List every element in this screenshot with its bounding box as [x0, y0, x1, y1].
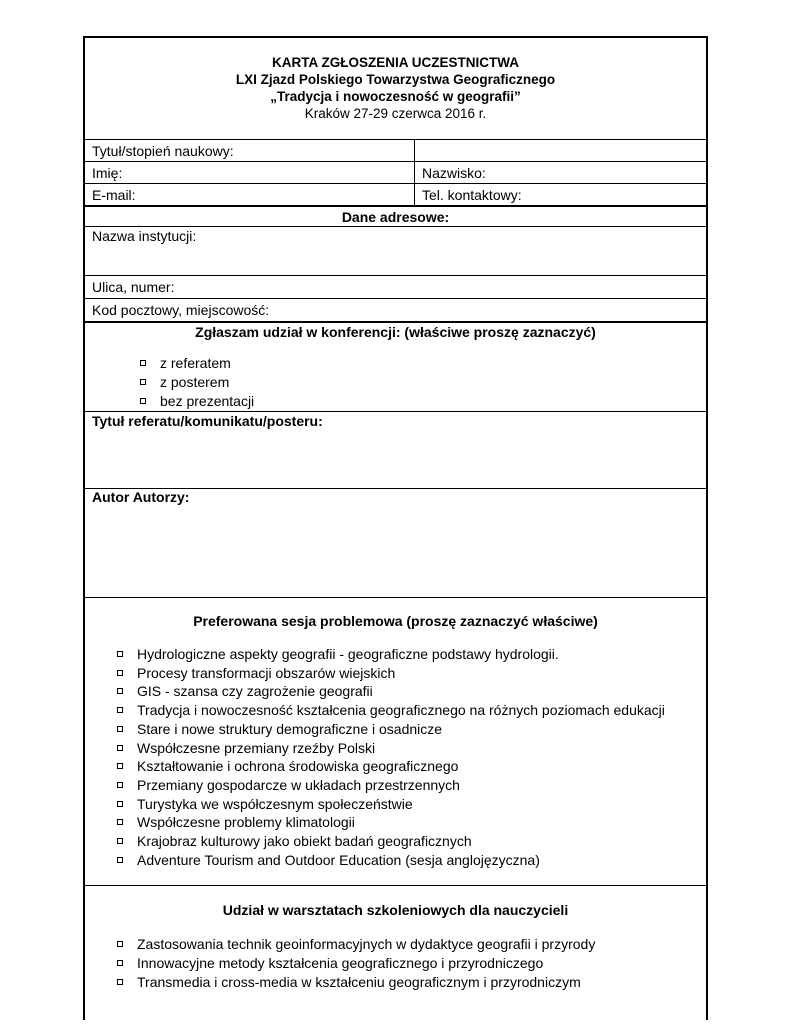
title-degree-label: Tytuł/stopień naukowy: — [92, 143, 234, 159]
divider — [85, 205, 706, 207]
divider — [85, 161, 706, 162]
checkbox-icon[interactable] — [117, 707, 123, 713]
session-option[interactable]: GIS - szansa czy zagrożenie geografii — [117, 683, 373, 700]
divider — [85, 597, 706, 598]
session-option[interactable]: Krajobraz kulturowy jako obiekt badań geograficznych — [117, 833, 472, 850]
sessions-heading: Preferowana sesja problemowa (proszę zaznaczyć właściwe) — [193, 613, 598, 629]
divider — [85, 226, 706, 227]
divider — [85, 183, 706, 184]
divider — [85, 885, 706, 886]
participation-heading: Zgłaszam udział w konferencji: (właściwe proszę zaznaczyć) — [195, 324, 596, 340]
checkbox-icon[interactable] — [117, 960, 123, 966]
session-option[interactable]: Adventure Tourism and Outdoor Education (sesja anglojęzyczna) — [117, 852, 540, 869]
postal-city-label: Kod pocztowy, miejscowość: — [92, 302, 270, 318]
institution-label: Nazwa instytucji: — [92, 228, 197, 244]
workshop-option[interactable]: Innowacyjne metody kształcenia geograficznego i przyrodniczego — [117, 955, 543, 972]
form-title: KARTA ZGŁOSZENIA UCZESTNICTWA — [272, 55, 519, 70]
session-option[interactable]: Procesy transformacji obszarów wiejskich — [117, 665, 395, 682]
participation-option-poster[interactable]: z posterem — [140, 374, 229, 391]
divider — [85, 411, 706, 412]
street-label: Ulica, numer: — [92, 279, 175, 295]
address-heading: Dane adresowe: — [341, 209, 450, 225]
checkbox-icon[interactable] — [117, 726, 123, 732]
checkbox-icon[interactable] — [140, 398, 146, 404]
authors-label: Autor Autorzy: — [92, 489, 190, 505]
checkbox-icon[interactable] — [140, 360, 146, 366]
form-header — [85, 54, 706, 122]
session-option[interactable]: Stare i nowe struktury demograficzne i osadnicze — [117, 721, 442, 738]
first-name-label: Imię: — [92, 165, 123, 181]
session-option[interactable]: Tradycja i nowoczesność kształcenia geograficznego na różnych poziomach edukacji — [117, 702, 665, 719]
event-motto: „Tradycja i nowoczesność w geografii” — [270, 89, 521, 104]
checkbox-icon[interactable] — [117, 782, 123, 788]
event-name: LXI Zjazd Polskiego Towarzystwa Geograficznego — [235, 72, 556, 87]
event-date-place: Kraków 27-29 czerwca 2016 r. — [304, 106, 487, 121]
column-divider — [414, 139, 415, 205]
email-label: E-mail: — [92, 187, 136, 203]
workshop-option[interactable]: Zastosowania technik geoinformacyjnych w dydaktyce geografii i przyrody — [117, 936, 595, 953]
checkbox-icon[interactable] — [117, 763, 123, 769]
checkbox-icon[interactable] — [117, 819, 123, 825]
divider — [85, 298, 706, 299]
checkbox-icon[interactable] — [117, 651, 123, 657]
session-option[interactable]: Turystyka we współczesnym społeczeństwie — [117, 796, 413, 813]
session-option[interactable]: Współczesne problemy klimatologii — [117, 814, 355, 831]
application-form — [83, 36, 708, 1020]
last-name-label: Nazwisko: — [422, 165, 486, 181]
checkbox-icon[interactable] — [117, 838, 123, 844]
divider — [85, 275, 706, 276]
session-option[interactable]: Przemiany gospodarcze w układach przestrzennych — [117, 777, 460, 794]
workshop-option[interactable]: Transmedia i cross-media w kształceniu geograficznym i przyrodniczym — [117, 974, 581, 991]
checkbox-icon[interactable] — [117, 941, 123, 947]
divider — [85, 321, 706, 323]
checkbox-icon[interactable] — [117, 979, 123, 985]
participation-option-no-presentation[interactable]: bez prezentacji — [140, 393, 254, 410]
checkbox-icon[interactable] — [140, 379, 146, 385]
checkbox-icon[interactable] — [117, 745, 123, 751]
checkbox-icon[interactable] — [117, 857, 123, 863]
session-option[interactable]: Hydrologiczne aspekty geografii - geograficzne podstawy hydrologii. — [117, 646, 559, 663]
workshops-heading: Udział w warsztatach szkoleniowych dla nauczycieli — [222, 902, 569, 918]
session-option[interactable]: Kształtowanie i ochrona środowiska geograficznego — [117, 758, 458, 775]
checkbox-icon[interactable] — [117, 688, 123, 694]
session-option[interactable]: Współczesne przemiany rzeźby Polski — [117, 740, 375, 757]
participation-option-paper[interactable]: z referatem — [140, 355, 231, 372]
divider — [85, 139, 706, 140]
paper-title-label: Tytuł referatu/komunikatu/posteru: — [92, 413, 323, 429]
checkbox-icon[interactable] — [117, 670, 123, 676]
phone-label: Tel. kontaktowy: — [422, 187, 522, 203]
checkbox-icon[interactable] — [117, 801, 123, 807]
